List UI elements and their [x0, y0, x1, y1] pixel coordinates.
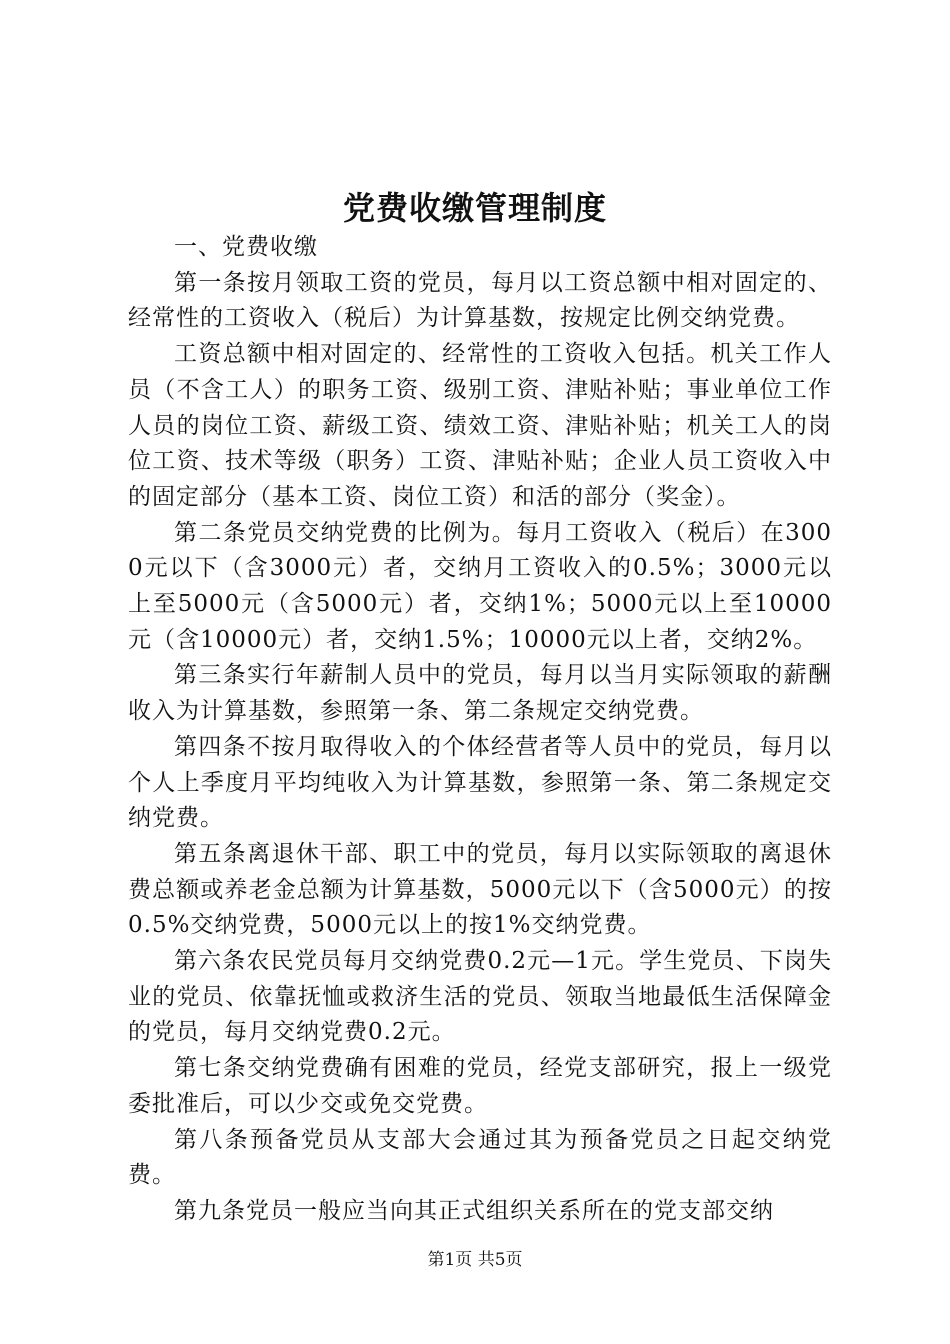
article-paragraph: 第六条农民党员每月交纳党费0.2元—1元。学生党员、下岗失业的党员、依靠抚恤或救济生活的党员、领取当地最低生活保障金的党员，每月交纳党费0.2元。 [128, 948, 832, 1046]
article-paragraph: 第七条交纳党费确有困难的党员，经党支部研究，报上一级党委批准后，可以少交或免交党费。 [128, 1055, 832, 1117]
article-paragraph: 第八条预备党员从支部大会通过其为预备党员之日起交纳党费。 [128, 1126, 832, 1189]
article-paragraph: 第二条党员交纳党费的比例为。每月工资收入（税后）在3000元以下（含3000元）者，交纳月工资收入的0.5%；3000元以上至5000元（含5000元）者，交纳1%；5000元以上至10000元（含10000元）者，交纳1.5%；10000元以上者，交纳2%。 [128, 519, 832, 653]
document-title: 党费收缴管理制度 [342, 189, 607, 227]
article-paragraph: 第五条离退休干部、职工中的党员，每月以实际领取的离退休费总额或养老金总额为计算基数，5000元以下（含5000元）的按0.5%交纳党费，5000元以上的按1%交纳党费。 [128, 840, 832, 939]
article-paragraph: 第四条不按月取得收入的个体经营者等人员中的党员，每月以个人上季度月平均纯收入为计算基数，参照第一条、第二条规定交纳党费。 [128, 733, 832, 832]
article-paragraph: 第一条按月领取工资的党员，每月以工资总额中相对固定的、经常性的工资收入（税后）为计算基数，按规定比例交纳党费。 [128, 269, 832, 332]
article-paragraph: 第三条实行年薪制人员中的党员，每月以当月实际领取的薪酬收入为计算基数，参照第一条、第二条规定交纳党费。 [128, 662, 832, 725]
article-paragraph: 第九条党员一般应当向其正式组织关系所在的党支部交纳 [174, 1197, 774, 1224]
section-heading: 一、党费收缴 [174, 234, 318, 260]
page-footer: 第1页 共5页 [427, 1250, 523, 1270]
document-body [128, 230, 832, 1230]
article-paragraph: 工资总额中相对固定的、经常性的工资收入包括。机关工作人员（不含工人）的职务工资、级别工资、津贴补贴；事业单位工作人员的岗位工资、薪级工资、绩效工资、津贴补贴；机关工人的岗位工资、技术等级（职务）工资、津贴补贴；企业人员工资收入中的固定部分（基本工资、岗位工资）和活的部分（奖金）。 [128, 341, 832, 510]
